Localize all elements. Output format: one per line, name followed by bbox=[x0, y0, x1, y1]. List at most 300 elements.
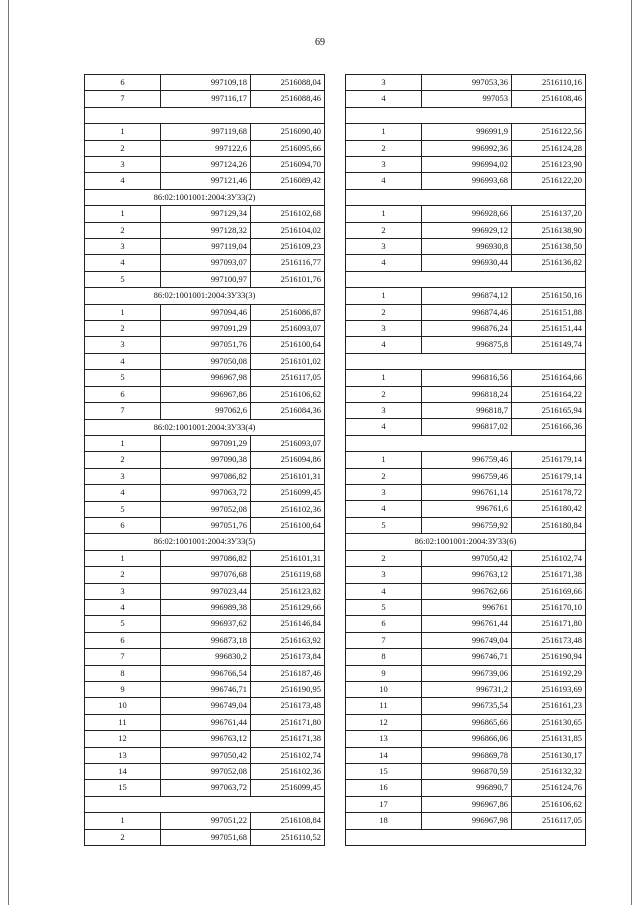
table-row bbox=[346, 370, 586, 386]
y-coordinate: 2516089,42 bbox=[251, 173, 325, 189]
point-number: 15 bbox=[346, 763, 422, 779]
y-coordinate: 2516138,90 bbox=[512, 222, 586, 238]
y-coordinate: 2516170,10 bbox=[512, 599, 586, 615]
point-number: 4 bbox=[346, 255, 422, 271]
x-coordinate: 996731,2 bbox=[422, 681, 512, 697]
x-coordinate: 996766,54 bbox=[161, 665, 251, 681]
x-coordinate: 997093,07 bbox=[161, 255, 251, 271]
table-row bbox=[346, 140, 586, 156]
y-coordinate: 2516173,48 bbox=[251, 698, 325, 714]
table-row bbox=[85, 517, 325, 533]
table-row bbox=[85, 91, 325, 107]
x-coordinate: 996875,8 bbox=[422, 337, 512, 353]
x-coordinate: 996763,12 bbox=[161, 731, 251, 747]
point-number: 7 bbox=[85, 649, 161, 665]
point-number: 17 bbox=[346, 796, 422, 812]
table-row bbox=[346, 747, 586, 763]
y-coordinate: 2516130,65 bbox=[512, 714, 586, 730]
table-row bbox=[346, 616, 586, 632]
table-row bbox=[85, 632, 325, 648]
x-coordinate: 997109,18 bbox=[161, 75, 251, 91]
x-coordinate: 997090,38 bbox=[161, 452, 251, 468]
y-coordinate: 2516166,36 bbox=[512, 419, 586, 435]
point-number: 3 bbox=[85, 337, 161, 353]
parcel-header-row bbox=[85, 534, 325, 550]
parcel-id: 86:02:1001001:2004:ЗУ33(2) bbox=[85, 189, 325, 205]
x-coordinate: 996874,12 bbox=[422, 288, 512, 304]
y-coordinate: 2516108,84 bbox=[251, 813, 325, 829]
point-number: 2 bbox=[85, 321, 161, 337]
point-number: 1 bbox=[346, 370, 422, 386]
right-coordinates-table bbox=[345, 74, 586, 846]
point-number: 7 bbox=[346, 632, 422, 648]
x-coordinate: 996869,78 bbox=[422, 747, 512, 763]
x-coordinate: 996992,36 bbox=[422, 140, 512, 156]
x-coordinate: 996937,62 bbox=[161, 616, 251, 632]
point-number: 2 bbox=[346, 140, 422, 156]
y-coordinate: 2516093,07 bbox=[251, 321, 325, 337]
parcel-id: 86:02:1001001:2004:ЗУ33(4) bbox=[85, 419, 325, 435]
x-coordinate: 996991,9 bbox=[422, 124, 512, 140]
table-row bbox=[346, 485, 586, 501]
point-number: 1 bbox=[85, 435, 161, 451]
table-row bbox=[346, 255, 586, 271]
table-row bbox=[346, 206, 586, 222]
point-number: 3 bbox=[346, 157, 422, 173]
x-coordinate: 996873,18 bbox=[161, 632, 251, 648]
x-coordinate: 997076,68 bbox=[161, 567, 251, 583]
y-coordinate: 2516150,16 bbox=[512, 288, 586, 304]
table-row bbox=[346, 386, 586, 402]
y-coordinate: 2516164,66 bbox=[512, 370, 586, 386]
y-coordinate: 2516171,38 bbox=[251, 731, 325, 747]
x-coordinate: 996929,12 bbox=[422, 222, 512, 238]
y-coordinate: 2516106,62 bbox=[251, 386, 325, 402]
table-row bbox=[85, 649, 325, 665]
x-coordinate: 996761,14 bbox=[422, 485, 512, 501]
y-coordinate: 2516131,85 bbox=[512, 731, 586, 747]
y-coordinate: 2516101,02 bbox=[251, 353, 325, 369]
table-row bbox=[85, 747, 325, 763]
x-coordinate: 997052,08 bbox=[161, 501, 251, 517]
x-coordinate: 996761,44 bbox=[161, 714, 251, 730]
y-coordinate: 2516132,32 bbox=[512, 763, 586, 779]
table-row bbox=[85, 501, 325, 517]
table-row bbox=[346, 321, 586, 337]
table-row bbox=[85, 665, 325, 681]
point-number: 5 bbox=[85, 271, 161, 287]
x-coordinate: 997051,68 bbox=[161, 829, 251, 845]
y-coordinate: 2516101,76 bbox=[251, 271, 325, 287]
point-number: 5 bbox=[346, 599, 422, 615]
table-row bbox=[85, 452, 325, 468]
x-coordinate: 997051,76 bbox=[161, 337, 251, 353]
x-coordinate: 997053 bbox=[422, 91, 512, 107]
page-left-edge bbox=[8, 0, 9, 905]
table-row bbox=[346, 222, 586, 238]
y-coordinate: 2516129,66 bbox=[251, 599, 325, 615]
x-coordinate: 997053,36 bbox=[422, 75, 512, 91]
table-row bbox=[85, 124, 325, 140]
point-number: 5 bbox=[85, 370, 161, 386]
table-row bbox=[85, 682, 325, 698]
point-number: 3 bbox=[85, 468, 161, 484]
point-number: 3 bbox=[346, 239, 422, 255]
point-number: 7 bbox=[85, 403, 161, 419]
table-row bbox=[85, 764, 325, 780]
table-row bbox=[85, 239, 325, 255]
y-coordinate: 2516102,74 bbox=[251, 747, 325, 763]
table-row bbox=[85, 370, 325, 386]
x-coordinate: 997051,22 bbox=[161, 813, 251, 829]
point-number: 3 bbox=[85, 583, 161, 599]
point-number: 9 bbox=[346, 665, 422, 681]
point-number: 12 bbox=[346, 714, 422, 730]
table-row bbox=[346, 452, 586, 468]
x-coordinate: 996870,59 bbox=[422, 763, 512, 779]
x-coordinate: 997091,29 bbox=[161, 321, 251, 337]
y-coordinate: 2516090,40 bbox=[251, 124, 325, 140]
x-coordinate: 997062,6 bbox=[161, 403, 251, 419]
point-number: 3 bbox=[346, 567, 422, 583]
blank-cell bbox=[346, 189, 586, 205]
table-row bbox=[346, 517, 586, 533]
y-coordinate: 2516122,56 bbox=[512, 124, 586, 140]
table-row bbox=[346, 681, 586, 697]
point-number: 4 bbox=[85, 173, 161, 189]
point-number: 4 bbox=[85, 485, 161, 501]
table-row bbox=[85, 255, 325, 271]
point-number: 3 bbox=[346, 403, 422, 419]
blank-cell bbox=[346, 107, 586, 123]
point-number: 2 bbox=[85, 452, 161, 468]
y-coordinate: 2516116,77 bbox=[251, 255, 325, 271]
point-number: 2 bbox=[85, 140, 161, 156]
blank-separator-row bbox=[85, 796, 325, 812]
y-coordinate: 2516117,05 bbox=[251, 370, 325, 386]
y-coordinate: 2516101,31 bbox=[251, 468, 325, 484]
parcel-id: 86:02:1001001:2004:ЗУ33(5) bbox=[85, 534, 325, 550]
y-coordinate: 2516192,29 bbox=[512, 665, 586, 681]
blank-separator-row bbox=[346, 189, 586, 205]
y-coordinate: 2516136,82 bbox=[512, 255, 586, 271]
point-number: 6 bbox=[85, 632, 161, 648]
y-coordinate: 2516106,62 bbox=[512, 796, 586, 812]
table-row bbox=[85, 75, 325, 91]
point-number: 11 bbox=[85, 714, 161, 730]
parcel-header-row bbox=[85, 288, 325, 304]
x-coordinate: 996830,2 bbox=[161, 649, 251, 665]
table-row bbox=[346, 304, 586, 320]
y-coordinate: 2516190,95 bbox=[251, 682, 325, 698]
blank-cell bbox=[346, 829, 586, 845]
x-coordinate: 997124,26 bbox=[161, 157, 251, 173]
y-coordinate: 2516100,64 bbox=[251, 337, 325, 353]
x-coordinate: 996761 bbox=[422, 599, 512, 615]
x-coordinate: 996759,46 bbox=[422, 452, 512, 468]
table-row bbox=[85, 813, 325, 829]
x-coordinate: 996746,71 bbox=[161, 682, 251, 698]
point-number: 14 bbox=[346, 747, 422, 763]
table-row bbox=[85, 714, 325, 730]
parcel-id: 86:02:1001001:2004:ЗУ33(3) bbox=[85, 288, 325, 304]
table-row bbox=[346, 419, 586, 435]
x-coordinate: 997121,46 bbox=[161, 173, 251, 189]
x-coordinate: 996967,98 bbox=[422, 813, 512, 829]
parcel-header-row bbox=[346, 534, 586, 550]
table-row bbox=[346, 468, 586, 484]
y-coordinate: 2516109,23 bbox=[251, 239, 325, 255]
x-coordinate: 996761,6 bbox=[422, 501, 512, 517]
point-number: 15 bbox=[85, 780, 161, 796]
y-coordinate: 2516088,46 bbox=[251, 91, 325, 107]
y-coordinate: 2516084,36 bbox=[251, 403, 325, 419]
point-number: 1 bbox=[85, 813, 161, 829]
x-coordinate: 996876,24 bbox=[422, 321, 512, 337]
table-row bbox=[346, 91, 586, 107]
point-number: 3 bbox=[85, 239, 161, 255]
point-number: 5 bbox=[85, 501, 161, 517]
point-number: 4 bbox=[346, 173, 422, 189]
x-coordinate: 997122,6 bbox=[161, 140, 251, 156]
table-row bbox=[85, 468, 325, 484]
table-row bbox=[85, 829, 325, 845]
table-row bbox=[346, 698, 586, 714]
left-coordinates-table bbox=[84, 74, 325, 846]
table-row bbox=[346, 796, 586, 812]
y-coordinate: 2516124,28 bbox=[512, 140, 586, 156]
page-number: 69 bbox=[315, 37, 325, 48]
table-row bbox=[85, 698, 325, 714]
parcel-id: 86:02:1001001:2004:ЗУ33(6) bbox=[346, 534, 586, 550]
y-coordinate: 2516088,04 bbox=[251, 75, 325, 91]
y-coordinate: 2516190,94 bbox=[512, 649, 586, 665]
x-coordinate: 997091,29 bbox=[161, 435, 251, 451]
y-coordinate: 2516171,80 bbox=[251, 714, 325, 730]
table-row bbox=[346, 550, 586, 566]
y-coordinate: 2516137,20 bbox=[512, 206, 586, 222]
point-number: 3 bbox=[346, 485, 422, 501]
point-number: 3 bbox=[346, 321, 422, 337]
y-coordinate: 2516151,44 bbox=[512, 321, 586, 337]
table-row bbox=[346, 731, 586, 747]
blank-cell bbox=[85, 107, 325, 123]
table-row bbox=[85, 206, 325, 222]
x-coordinate: 996762,66 bbox=[422, 583, 512, 599]
x-coordinate: 996890,7 bbox=[422, 780, 512, 796]
x-coordinate: 996967,98 bbox=[161, 370, 251, 386]
point-number: 1 bbox=[346, 124, 422, 140]
x-coordinate: 997050,42 bbox=[161, 747, 251, 763]
x-coordinate: 996749,04 bbox=[422, 632, 512, 648]
x-coordinate: 996994,02 bbox=[422, 157, 512, 173]
y-coordinate: 2516171,38 bbox=[512, 567, 586, 583]
y-coordinate: 2516180,42 bbox=[512, 501, 586, 517]
point-number: 3 bbox=[85, 157, 161, 173]
x-coordinate: 996993,68 bbox=[422, 173, 512, 189]
point-number: 14 bbox=[85, 764, 161, 780]
table-row bbox=[85, 403, 325, 419]
blank-cell bbox=[85, 796, 325, 812]
x-coordinate: 997052,08 bbox=[161, 764, 251, 780]
y-coordinate: 2516164,22 bbox=[512, 386, 586, 402]
y-coordinate: 2516086,87 bbox=[251, 304, 325, 320]
point-number: 2 bbox=[346, 468, 422, 484]
y-coordinate: 2516130,17 bbox=[512, 747, 586, 763]
y-coordinate: 2516193,69 bbox=[512, 681, 586, 697]
point-number: 4 bbox=[346, 91, 422, 107]
x-coordinate: 996818,24 bbox=[422, 386, 512, 402]
table-row bbox=[346, 157, 586, 173]
x-coordinate: 997063,72 bbox=[161, 485, 251, 501]
x-coordinate: 996818,7 bbox=[422, 403, 512, 419]
x-coordinate: 996746,71 bbox=[422, 649, 512, 665]
point-number: 16 bbox=[346, 780, 422, 796]
x-coordinate: 996763,12 bbox=[422, 567, 512, 583]
x-coordinate: 996735,54 bbox=[422, 698, 512, 714]
y-coordinate: 2516163,92 bbox=[251, 632, 325, 648]
y-coordinate: 2516093,07 bbox=[251, 435, 325, 451]
x-coordinate: 997050,08 bbox=[161, 353, 251, 369]
y-coordinate: 2516169,66 bbox=[512, 583, 586, 599]
point-number: 18 bbox=[346, 813, 422, 829]
table-row bbox=[85, 173, 325, 189]
y-coordinate: 2516108,46 bbox=[512, 91, 586, 107]
table-row bbox=[346, 567, 586, 583]
x-coordinate: 997129,34 bbox=[161, 206, 251, 222]
y-coordinate: 2516099,45 bbox=[251, 780, 325, 796]
table-row bbox=[85, 731, 325, 747]
point-number: 10 bbox=[346, 681, 422, 697]
table-row bbox=[85, 616, 325, 632]
y-coordinate: 2516161,23 bbox=[512, 698, 586, 714]
y-coordinate: 2516102,36 bbox=[251, 501, 325, 517]
point-number: 8 bbox=[346, 649, 422, 665]
point-number: 1 bbox=[346, 288, 422, 304]
table-row bbox=[346, 124, 586, 140]
table-row bbox=[85, 485, 325, 501]
table-row bbox=[85, 353, 325, 369]
blank-separator-row bbox=[346, 107, 586, 123]
y-coordinate: 2516094,86 bbox=[251, 452, 325, 468]
x-coordinate: 996865,66 bbox=[422, 714, 512, 730]
y-coordinate: 2516138,50 bbox=[512, 239, 586, 255]
point-number: 4 bbox=[346, 501, 422, 517]
x-coordinate: 997119,68 bbox=[161, 124, 251, 140]
point-number: 4 bbox=[346, 419, 422, 435]
y-coordinate: 2516180,84 bbox=[512, 517, 586, 533]
point-number: 2 bbox=[346, 386, 422, 402]
table-row bbox=[85, 337, 325, 353]
y-coordinate: 2516102,68 bbox=[251, 206, 325, 222]
y-coordinate: 2516173,84 bbox=[251, 649, 325, 665]
y-coordinate: 2516100,64 bbox=[251, 517, 325, 533]
x-coordinate: 996866,06 bbox=[422, 731, 512, 747]
table-row bbox=[346, 763, 586, 779]
x-coordinate: 997086,82 bbox=[161, 468, 251, 484]
table-row bbox=[85, 321, 325, 337]
blank-separator-row bbox=[346, 829, 586, 845]
table-row bbox=[85, 140, 325, 156]
table-row bbox=[346, 239, 586, 255]
y-coordinate: 2516110,52 bbox=[251, 829, 325, 845]
blank-separator-row bbox=[346, 435, 586, 451]
y-coordinate: 2516179,14 bbox=[512, 468, 586, 484]
x-coordinate: 997100,97 bbox=[161, 271, 251, 287]
table-row bbox=[85, 780, 325, 796]
table-row bbox=[346, 632, 586, 648]
x-coordinate: 996816,56 bbox=[422, 370, 512, 386]
x-coordinate: 997051,76 bbox=[161, 517, 251, 533]
y-coordinate: 2516110,16 bbox=[512, 75, 586, 91]
table-row bbox=[346, 583, 586, 599]
table-row bbox=[85, 583, 325, 599]
table-row bbox=[346, 75, 586, 91]
point-number: 2 bbox=[85, 829, 161, 845]
blank-cell bbox=[346, 271, 586, 287]
point-number: 2 bbox=[85, 567, 161, 583]
table-row bbox=[346, 649, 586, 665]
x-coordinate: 996874,46 bbox=[422, 304, 512, 320]
x-coordinate: 997116,17 bbox=[161, 91, 251, 107]
y-coordinate: 2516151,88 bbox=[512, 304, 586, 320]
point-number: 13 bbox=[85, 747, 161, 763]
x-coordinate: 996967,86 bbox=[161, 386, 251, 402]
point-number: 2 bbox=[346, 222, 422, 238]
x-coordinate: 997050,42 bbox=[422, 550, 512, 566]
blank-separator-row bbox=[346, 271, 586, 287]
parcel-header-row bbox=[85, 189, 325, 205]
y-coordinate: 2516102,74 bbox=[512, 550, 586, 566]
x-coordinate: 996817,02 bbox=[422, 419, 512, 435]
table-row bbox=[85, 435, 325, 451]
table-row bbox=[85, 157, 325, 173]
point-number: 2 bbox=[346, 304, 422, 320]
point-number: 7 bbox=[85, 91, 161, 107]
x-coordinate: 996967,86 bbox=[422, 796, 512, 812]
y-coordinate: 2516124,76 bbox=[512, 780, 586, 796]
y-coordinate: 2516149,74 bbox=[512, 337, 586, 353]
point-number: 1 bbox=[85, 304, 161, 320]
x-coordinate: 997094,46 bbox=[161, 304, 251, 320]
y-coordinate: 2516123,90 bbox=[512, 157, 586, 173]
point-number: 4 bbox=[85, 353, 161, 369]
point-number: 13 bbox=[346, 731, 422, 747]
y-coordinate: 2516165,94 bbox=[512, 403, 586, 419]
table-row bbox=[85, 599, 325, 615]
x-coordinate: 997063,72 bbox=[161, 780, 251, 796]
table-row bbox=[346, 813, 586, 829]
point-number: 11 bbox=[346, 698, 422, 714]
x-coordinate: 996749,04 bbox=[161, 698, 251, 714]
y-coordinate: 2516117,05 bbox=[512, 813, 586, 829]
table-row bbox=[346, 501, 586, 517]
y-coordinate: 2516102,36 bbox=[251, 764, 325, 780]
x-coordinate: 996930,44 bbox=[422, 255, 512, 271]
table-row bbox=[346, 665, 586, 681]
point-number: 6 bbox=[85, 75, 161, 91]
y-coordinate: 2516171,80 bbox=[512, 616, 586, 632]
y-coordinate: 2516179,14 bbox=[512, 452, 586, 468]
point-number: 1 bbox=[85, 206, 161, 222]
table-row bbox=[85, 304, 325, 320]
table-row bbox=[85, 550, 325, 566]
point-number: 5 bbox=[85, 616, 161, 632]
table-row bbox=[346, 337, 586, 353]
x-coordinate: 997023,44 bbox=[161, 583, 251, 599]
y-coordinate: 2516173,48 bbox=[512, 632, 586, 648]
blank-separator-row bbox=[85, 107, 325, 123]
